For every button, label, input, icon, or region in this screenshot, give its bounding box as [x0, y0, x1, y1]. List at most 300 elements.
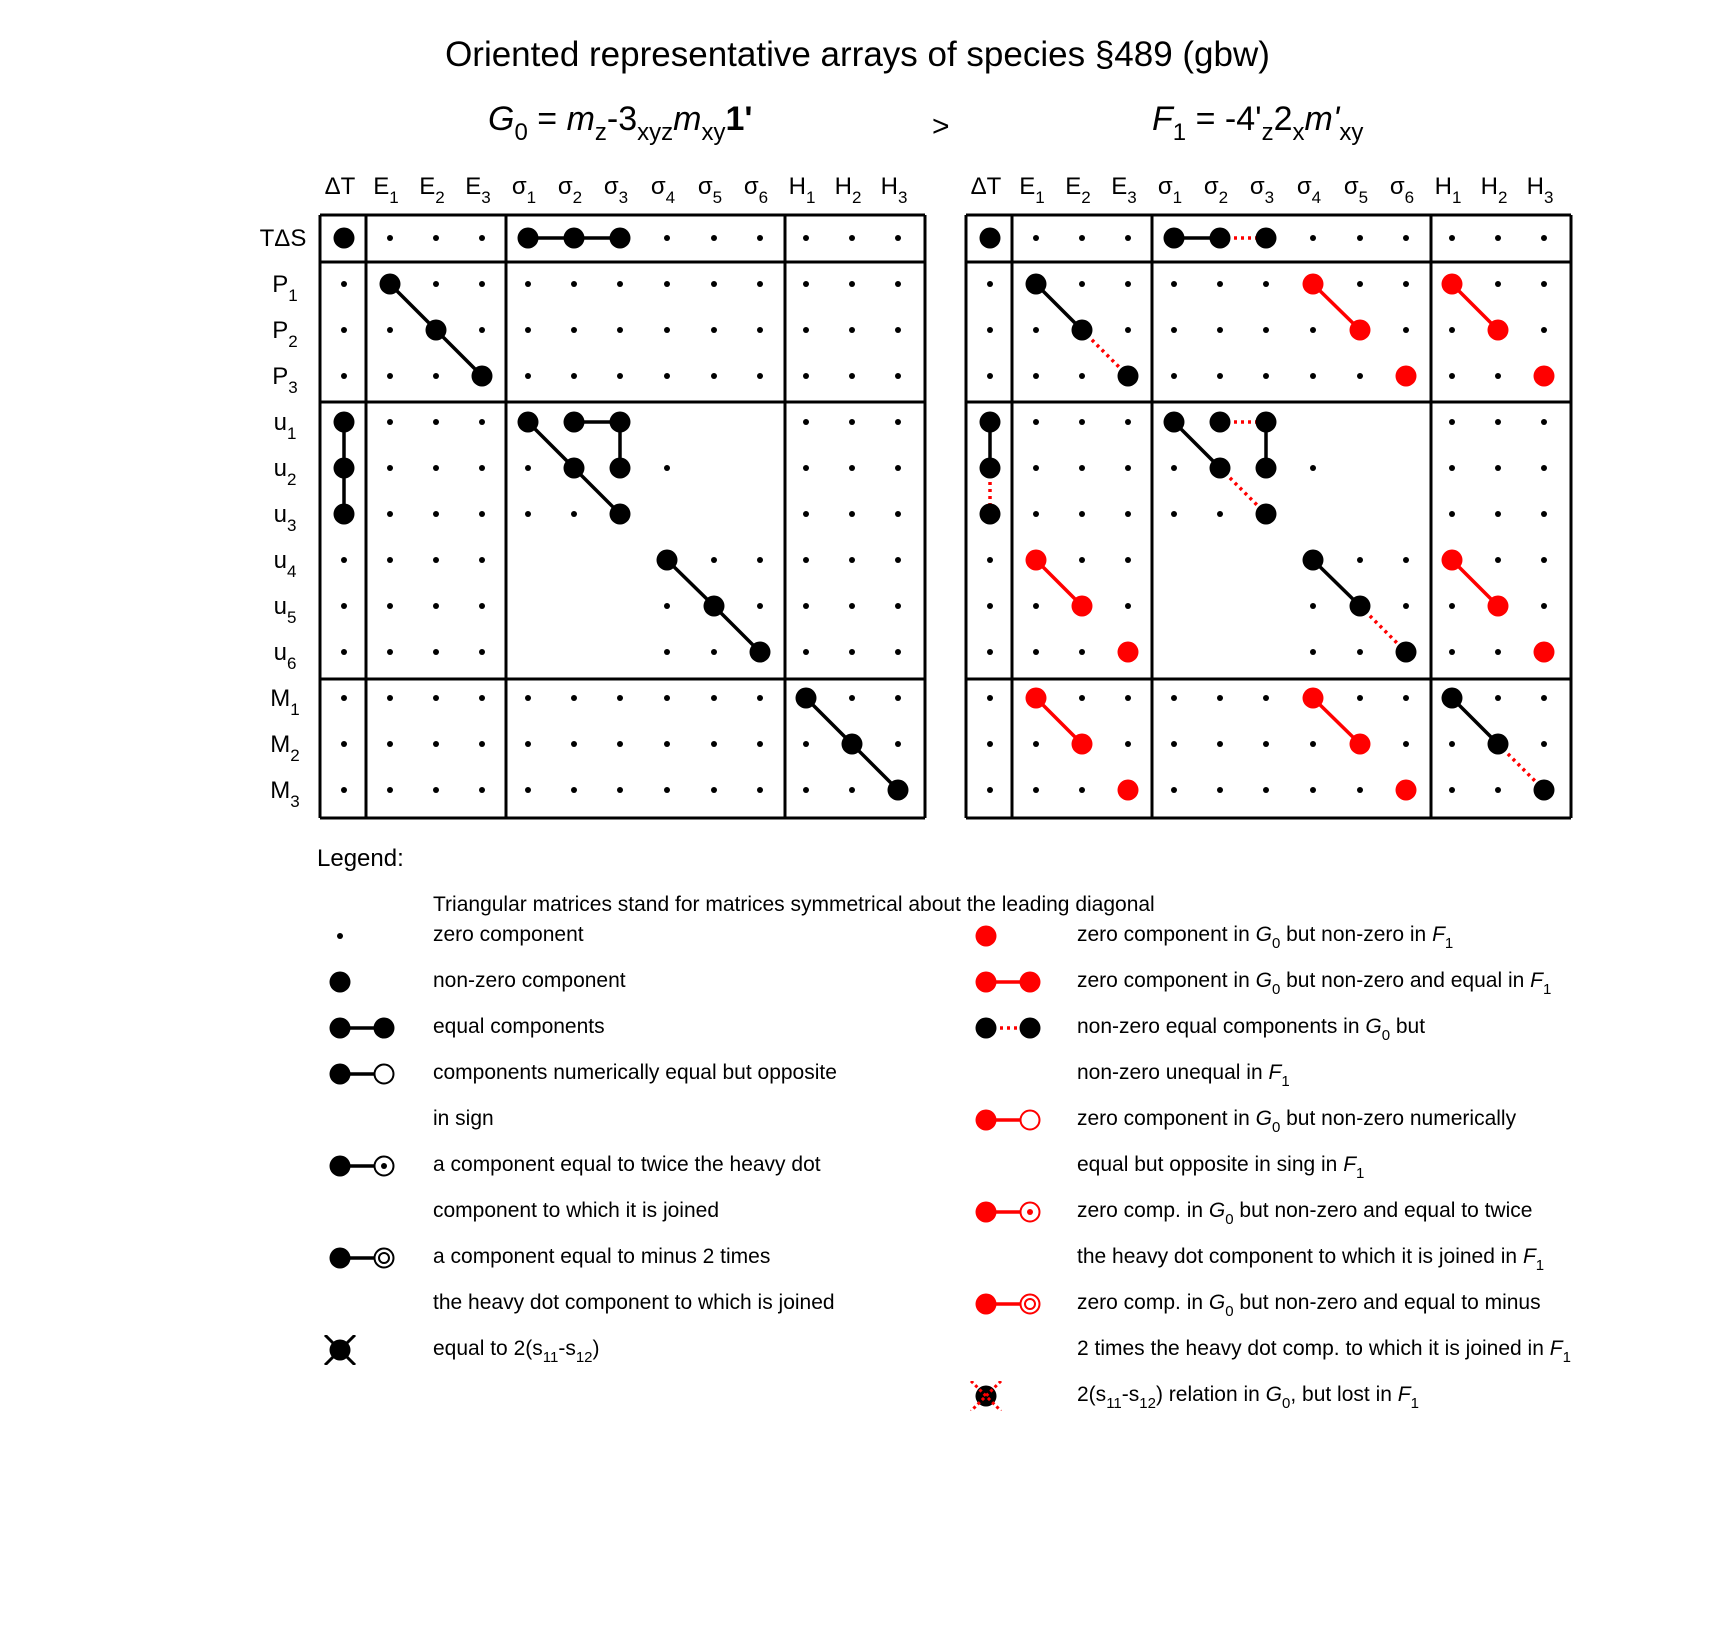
heavy-dot: [1072, 596, 1093, 617]
small-dot: [664, 741, 670, 747]
small-dot: [1449, 741, 1455, 747]
heavy-dot: [1072, 734, 1093, 755]
small-dot: [341, 787, 347, 793]
small-dot: [1263, 327, 1269, 333]
small-dot: [757, 603, 763, 609]
small-dot: [1357, 695, 1363, 701]
red-twice-pair-legend-symbol: [966, 1197, 1046, 1232]
formula-g0-threefold-sub: xyz: [637, 119, 674, 146]
row-header: $u_1$: [273, 409, 297, 443]
small-dot: [479, 235, 485, 241]
formula-f1-fourfold: = -4': [1186, 100, 1262, 138]
small-dot: [664, 327, 670, 333]
small-dot: [1125, 235, 1131, 241]
small-dot: [757, 787, 763, 793]
small-dot: [895, 741, 901, 747]
small-dot: [479, 327, 485, 333]
heavy-dot: [1256, 458, 1277, 479]
small-dot: [387, 465, 393, 471]
small-dot: [1310, 649, 1316, 655]
small-dot: [711, 787, 717, 793]
small-dot: [895, 511, 901, 517]
small-dot: [1033, 511, 1039, 517]
small-dot: [1310, 741, 1316, 747]
small-dot: [1079, 649, 1085, 655]
small-dot: [664, 603, 670, 609]
small-dot: [1171, 741, 1177, 747]
heavy-dot: [1442, 550, 1463, 571]
small-dot: [664, 281, 670, 287]
small-dot: [617, 741, 623, 747]
col-header: ΔT: [970, 173, 1002, 200]
heavy-dot: [1534, 642, 1555, 663]
small-dot: [895, 235, 901, 241]
small-dot: [617, 373, 623, 379]
heavy-dot: [1350, 734, 1371, 755]
small-dot: [341, 373, 347, 379]
small-dot: [1125, 465, 1131, 471]
heavy-dot: [1026, 550, 1047, 571]
small-dot: [757, 695, 763, 701]
small-dot: [711, 327, 717, 333]
legend-left-text: zero component: [433, 923, 584, 946]
small-dot: [757, 373, 763, 379]
legend-left-text: equal to $2(s_{11}-s_{12})$: [433, 1337, 600, 1366]
small-dot: [571, 327, 577, 333]
matrix-F1: [966, 173, 1571, 818]
small-dot: [664, 373, 670, 379]
small-dot: [1541, 419, 1547, 425]
col-header: $H_1$: [788, 173, 816, 207]
heavy-dot: [980, 458, 1001, 479]
small-dot: [849, 511, 855, 517]
heavy-dot: [334, 504, 355, 525]
small-dot: [387, 327, 393, 333]
row-header: $M_1$: [270, 685, 300, 719]
small-dot: [387, 511, 393, 517]
heavy-dot: [1442, 274, 1463, 295]
row-header: $u_2$: [273, 455, 297, 489]
small-dot: [1033, 327, 1039, 333]
small-dot: [711, 695, 717, 701]
small-dot: [1495, 695, 1501, 701]
small-dot: [803, 465, 809, 471]
small-dot: [987, 557, 993, 563]
col-header: $H_2$: [1480, 173, 1508, 207]
red-crossed-dot-legend-symbol: [966, 1381, 1046, 1416]
col-header: $E_3$: [465, 173, 491, 207]
heavy-dot: [842, 734, 863, 755]
small-dot: [987, 603, 993, 609]
small-dot: [1125, 603, 1131, 609]
small-dot: [895, 419, 901, 425]
small-dot: [1079, 511, 1085, 517]
heavy-dot: [1396, 642, 1417, 663]
heavy-dot: [426, 320, 447, 341]
row-header: $M_3$: [270, 777, 300, 811]
small-dot: [849, 419, 855, 425]
col-header: $\sigma_1$: [511, 173, 537, 207]
small-dot: [387, 741, 393, 747]
heavy-dot: [1488, 734, 1509, 755]
legend-right-text: $2(s_{11}-s_{12})$ relation in $G_0$, but lost in $F_1$: [1077, 1383, 1419, 1412]
col-header: $\sigma_2$: [1203, 173, 1229, 207]
heavy-dot: [564, 458, 585, 479]
legend-right-text: the heavy dot component to which it is joined in $F_1$: [1077, 1245, 1545, 1274]
heavy-dot: [1488, 320, 1509, 341]
small-dot: [1495, 235, 1501, 241]
small-dot: [987, 695, 993, 701]
small-dot: [895, 649, 901, 655]
small-dot: [1033, 235, 1039, 241]
small-dot: [895, 465, 901, 471]
small-dot: [1263, 373, 1269, 379]
col-header: $\sigma_4$: [650, 173, 676, 207]
small-dot: [1541, 327, 1547, 333]
legend-left-text: equal components: [433, 1015, 605, 1038]
heavy-dot: [1350, 320, 1371, 341]
red-opposite-pair-legend-symbol: [966, 1105, 1046, 1140]
small-dot: [849, 281, 855, 287]
small-dot: [479, 649, 485, 655]
small-dot: [433, 787, 439, 793]
heavy-dot: [1303, 274, 1324, 295]
small-dot: [849, 603, 855, 609]
col-header: $H_3$: [1526, 173, 1554, 207]
small-dot: [1541, 557, 1547, 563]
small-dot: [1541, 465, 1547, 471]
col-header: $H_3$: [880, 173, 908, 207]
small-dot: [1449, 235, 1455, 241]
small-dot: [479, 695, 485, 701]
small-dot: [1217, 327, 1223, 333]
heavy-dot: [518, 412, 539, 433]
col-header: $\sigma_3$: [1249, 173, 1275, 207]
legend-right-text: zero component in $G_0$ but non-zero numerically: [1077, 1107, 1517, 1136]
small-dot: [1033, 741, 1039, 747]
small-dot: [1125, 511, 1131, 517]
red-minus-two-pair-legend-symbol: [966, 1289, 1046, 1324]
small-dot: [1125, 327, 1131, 333]
heavy-dot: [1396, 366, 1417, 387]
small-dot: [341, 281, 347, 287]
row-header: $P_1$: [272, 271, 298, 305]
small-dot: [1541, 235, 1547, 241]
small-dot: [479, 465, 485, 471]
small-dot: [1495, 649, 1501, 655]
small-dot: [387, 649, 393, 655]
small-dot: [1449, 603, 1455, 609]
formula-g0-mirror-xy-sub: xy: [701, 119, 726, 146]
dotted-pair-legend-symbol: [966, 1013, 1046, 1048]
heavy-dot: [1164, 412, 1185, 433]
heavy-dot: [1118, 780, 1139, 801]
small-dot: [895, 695, 901, 701]
col-header: $H_2$: [834, 173, 862, 207]
small-dot: [1495, 787, 1501, 793]
small-dot: [849, 235, 855, 241]
small-dot: [1079, 373, 1085, 379]
small-dot: [1310, 787, 1316, 793]
small-dot: [617, 327, 623, 333]
small-dot: [1079, 787, 1085, 793]
heavy-dot: [1256, 228, 1277, 249]
small-dot: [1033, 419, 1039, 425]
small-dot: [387, 419, 393, 425]
small-dot: [571, 695, 577, 701]
small-dot: [1125, 557, 1131, 563]
small-dot: [479, 281, 485, 287]
small-dot: [479, 557, 485, 563]
col-header: ΔT: [324, 173, 356, 200]
small-dot: [525, 281, 531, 287]
small-dot: [711, 235, 717, 241]
small-dot: [849, 557, 855, 563]
heavy-dot-legend-symbol: [320, 967, 400, 1002]
col-header: $\sigma_5$: [697, 173, 723, 207]
small-dot: [803, 603, 809, 609]
small-dot: [1403, 741, 1409, 747]
small-dot: [617, 281, 623, 287]
small-dot: [1403, 557, 1409, 563]
small-dot: [1495, 419, 1501, 425]
heavy-dot: [610, 458, 631, 479]
small-dot: [895, 557, 901, 563]
small-dot: [987, 741, 993, 747]
small-dot: [1449, 465, 1455, 471]
small-dot: [479, 787, 485, 793]
col-header: $\sigma_6$: [743, 173, 769, 207]
small-dot: [1310, 465, 1316, 471]
row-header: TΔS: [259, 225, 307, 252]
row-header: $M_2$: [270, 731, 300, 765]
small-dot: [1263, 281, 1269, 287]
small-dot: [387, 603, 393, 609]
heavy-dot: [1118, 642, 1139, 663]
formula-g0-threefold: -3: [606, 100, 638, 138]
heavy-dot: [1534, 780, 1555, 801]
small-dot: [571, 373, 577, 379]
formula-f1-symbol-sub: 1: [1172, 119, 1187, 146]
small-dot: [341, 557, 347, 563]
small-dot: [433, 741, 439, 747]
small-dot: [987, 281, 993, 287]
small-dot: [849, 695, 855, 701]
small-dot: [387, 373, 393, 379]
small-dot: [433, 373, 439, 379]
col-header: $E_1$: [373, 173, 399, 207]
small-dot: [433, 465, 439, 471]
small-dot: [1217, 511, 1223, 517]
small-dot: [1541, 603, 1547, 609]
formula-g0-symbol: G: [488, 100, 515, 138]
row-header: $P_3$: [272, 363, 298, 397]
small-dot: [1541, 695, 1547, 701]
small-dot: [849, 373, 855, 379]
small-dot: [711, 373, 717, 379]
small-dot: [1310, 603, 1316, 609]
small-dot: [711, 557, 717, 563]
heavy-dot: [564, 228, 585, 249]
formula-f1-twofold-sub: x: [1292, 119, 1305, 146]
small-dot: [525, 327, 531, 333]
small-dot: [1125, 281, 1131, 287]
small-dot: [571, 741, 577, 747]
small-dot-legend-symbol: [320, 921, 400, 956]
heavy-dot: [1303, 550, 1324, 571]
legend-heading: Legend:: [317, 845, 404, 872]
small-dot: [803, 741, 809, 747]
legend-left-text: component to which it is joined: [433, 1199, 719, 1222]
col-header: $E_2$: [1065, 173, 1091, 207]
small-dot: [1217, 741, 1223, 747]
legend-left-text: in sign: [433, 1107, 494, 1130]
small-dot: [1495, 373, 1501, 379]
small-dot: [1079, 557, 1085, 563]
matrix-G0: [260, 173, 925, 818]
small-dot: [1541, 741, 1547, 747]
col-header: $\sigma_6$: [1389, 173, 1415, 207]
small-dot: [803, 557, 809, 563]
page-title: Oriented representative arrays of species §489 (gbw): [445, 35, 1270, 74]
small-dot: [757, 741, 763, 747]
small-dot: [1449, 373, 1455, 379]
small-dot: [1310, 327, 1316, 333]
col-header: $\sigma_5$: [1343, 173, 1369, 207]
row-header: $u_6$: [273, 639, 297, 673]
small-dot: [1171, 695, 1177, 701]
col-header: $\sigma_4$: [1296, 173, 1322, 207]
small-dot: [571, 281, 577, 287]
small-dot: [1033, 603, 1039, 609]
heavy-dot: [610, 228, 631, 249]
small-dot: [1171, 373, 1177, 379]
formula-f1-symbol: F: [1152, 100, 1173, 138]
heavy-dot: [1488, 596, 1509, 617]
small-dot: [1125, 419, 1131, 425]
heavy-dot: [980, 504, 1001, 525]
heavy-dot: [1303, 688, 1324, 709]
small-dot: [1171, 465, 1177, 471]
small-dot: [757, 235, 763, 241]
small-dot: [341, 649, 347, 655]
formula-f1-fourfold-sub: z: [1261, 119, 1274, 146]
legend-left-text: non-zero component: [433, 969, 626, 992]
small-dot: [341, 327, 347, 333]
formula-g0-mirror-z-sub: z: [594, 119, 607, 146]
heavy-dot: [334, 458, 355, 479]
small-dot: [849, 327, 855, 333]
heavy-dot: [1118, 366, 1139, 387]
legend-right-text: zero comp. in $G_0$ but non-zero and equal to minus: [1077, 1291, 1541, 1320]
small-dot: [1079, 465, 1085, 471]
formula-f1-mirror-sub: xy: [1339, 119, 1364, 146]
formula-g0-mirror-z: m: [566, 100, 595, 138]
small-dot: [803, 419, 809, 425]
small-dot: [1495, 557, 1501, 563]
heavy-dot: [1026, 274, 1047, 295]
small-dot: [525, 465, 531, 471]
row-header: $P_2$: [272, 317, 298, 351]
small-dot: [1403, 695, 1409, 701]
small-dot: [1357, 787, 1363, 793]
heavy-dot: [888, 780, 909, 801]
small-dot: [803, 235, 809, 241]
row-header: $u_4$: [273, 547, 297, 581]
small-dot: [433, 511, 439, 517]
small-dot: [1079, 695, 1085, 701]
small-dot: [1217, 787, 1223, 793]
legend-right-text: non-zero equal components in $G_0$ but: [1077, 1015, 1426, 1044]
small-dot: [664, 695, 670, 701]
small-dot: [1310, 373, 1316, 379]
heavy-dot: [472, 366, 493, 387]
heavy-dot: [980, 228, 1001, 249]
small-dot: [1171, 327, 1177, 333]
small-dot: [1079, 235, 1085, 241]
small-dot: [987, 327, 993, 333]
small-dot: [757, 281, 763, 287]
small-dot: [664, 787, 670, 793]
heavy-dot: [1534, 366, 1555, 387]
equal-pair-legend-symbol: [320, 1013, 400, 1048]
small-dot: [479, 603, 485, 609]
small-dot: [1403, 603, 1409, 609]
small-dot: [479, 419, 485, 425]
col-header: $\sigma_3$: [603, 173, 629, 207]
heavy-dot: [796, 688, 817, 709]
small-dot: [1403, 235, 1409, 241]
small-dot: [479, 741, 485, 747]
twice-pair-legend-symbol: [320, 1151, 400, 1186]
heavy-dot: [610, 412, 631, 433]
heavy-dot: [610, 504, 631, 525]
formula-f1-mirror: m': [1304, 100, 1340, 138]
small-dot: [387, 695, 393, 701]
small-dot: [1357, 281, 1363, 287]
heavy-dot: [1350, 596, 1371, 617]
heavy-dot: [1026, 688, 1047, 709]
small-dot: [895, 603, 901, 609]
small-dot: [1495, 511, 1501, 517]
heavy-dot: [334, 228, 355, 249]
small-dot: [1033, 649, 1039, 655]
small-dot: [1217, 373, 1223, 379]
crossed-dot-legend-symbol: [320, 1335, 400, 1370]
small-dot: [433, 235, 439, 241]
small-dot: [803, 327, 809, 333]
formula-g0-symbol-sub: 0: [514, 119, 528, 146]
small-dot: [849, 649, 855, 655]
small-dot: [341, 695, 347, 701]
small-dot: [803, 281, 809, 287]
small-dot: [987, 373, 993, 379]
small-dot: [1125, 695, 1131, 701]
col-header: $E_2$: [419, 173, 445, 207]
heavy-dot: [564, 412, 585, 433]
small-dot: [803, 373, 809, 379]
small-dot: [525, 373, 531, 379]
small-dot: [1033, 787, 1039, 793]
heavy-dot: [518, 228, 539, 249]
small-dot: [1449, 787, 1455, 793]
small-dot: [849, 787, 855, 793]
legend-left-text: a component equal to twice the heavy dot: [433, 1153, 821, 1176]
legend-left-text: components numerically equal but opposite: [433, 1061, 837, 1084]
small-dot: [1079, 281, 1085, 287]
small-dot: [617, 695, 623, 701]
small-dot: [987, 787, 993, 793]
